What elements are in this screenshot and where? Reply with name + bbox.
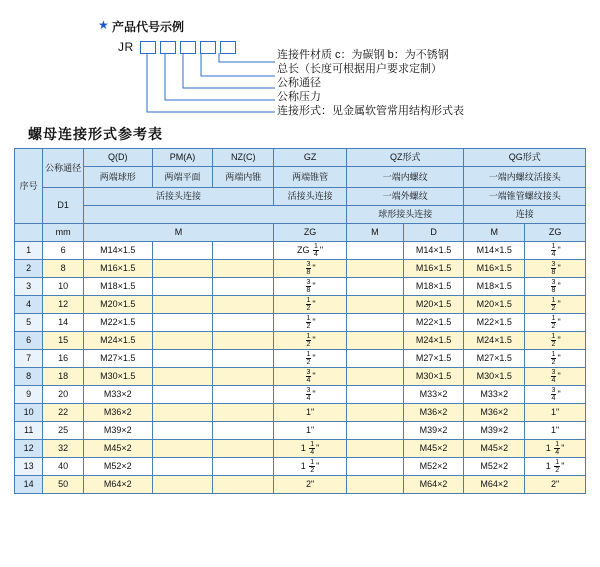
th-group-desc-qg-b: 一端锥管螺纹接头 — [464, 188, 586, 206]
header-row-units — [15, 224, 586, 242]
header-row-desc2 — [15, 188, 586, 206]
cell-dn: 10 — [43, 278, 83, 296]
legend-note: 连接件材质 c：为碳钢 b：为不锈钢 — [277, 49, 449, 61]
cell-nz — [213, 476, 274, 494]
th-group-desc-qg-a: 一端内螺纹活接头 — [464, 167, 586, 188]
cell-gz: $\frac{1}{2}$ " — [274, 314, 347, 332]
th-group-code-gz: GZ — [274, 149, 347, 167]
th-thread-zg2: ZG — [525, 224, 586, 242]
cell-qg-m: M45×2 — [464, 440, 525, 458]
cell-qz-d: M14×1.5 — [403, 242, 464, 260]
th-conn-qz: 球形接头连接 — [347, 206, 464, 224]
cell-qz-d: M18×1.5 — [403, 278, 464, 296]
th-group-desc-gz: 两端锥管 — [274, 167, 347, 188]
cell-dn: 15 — [43, 332, 83, 350]
th-group-desc-pm: 两端平面 — [152, 167, 213, 188]
cell-gz: $\frac{1}{2}$ " — [274, 350, 347, 368]
table-head — [15, 149, 586, 242]
cell-pm — [152, 350, 213, 368]
table-body — [15, 242, 586, 494]
cell-qz-d: M33×2 — [403, 386, 464, 404]
cell-qg-m: M18×1.5 — [464, 278, 525, 296]
cell-dn: 20 — [43, 386, 83, 404]
cell-gz: $\frac{3}{4}$ " — [274, 386, 347, 404]
cell-index: 10 — [15, 404, 43, 422]
cell-index: 8 — [15, 368, 43, 386]
cell-q: M22×1.5 — [83, 314, 152, 332]
cell-pm — [152, 458, 213, 476]
th-thread-d: D — [403, 224, 464, 242]
cell-qg-m: M27×1.5 — [464, 350, 525, 368]
nut-connection-table — [14, 148, 586, 494]
table-row — [15, 314, 586, 332]
cell-q: M36×2 — [83, 404, 152, 422]
cell-qg-zg: $\frac{1}{2}$ " — [525, 314, 586, 332]
cell-qz-d: M27×1.5 — [403, 350, 464, 368]
cell-index: 5 — [15, 314, 43, 332]
cell-index: 9 — [15, 386, 43, 404]
cell-qg-zg: $\frac{1}{2}$ " — [525, 296, 586, 314]
cell-dn: 12 — [43, 296, 83, 314]
legend-note: 公称压力 — [277, 91, 321, 103]
cell-nz — [213, 350, 274, 368]
th-group-desc-qz-b: 一端外螺纹 — [347, 188, 464, 206]
cell-qz-m — [347, 440, 404, 458]
table-row — [15, 476, 586, 494]
header-row-desc1 — [15, 167, 586, 188]
cell-nz — [213, 332, 274, 350]
cell-gz: $\frac{1}{2}$ " — [274, 296, 347, 314]
cell-nz — [213, 422, 274, 440]
cell-index: 6 — [15, 332, 43, 350]
code-box — [220, 41, 236, 54]
star-icon: ★ — [98, 18, 109, 32]
table-row — [15, 332, 586, 350]
table-row — [15, 440, 586, 458]
cell-index: 11 — [15, 422, 43, 440]
cell-qz-m — [347, 260, 404, 278]
cell-qz-m — [347, 296, 404, 314]
cell-q: M33×2 — [83, 386, 152, 404]
cell-dn: 8 — [43, 260, 83, 278]
cell-qg-m: M14×1.5 — [464, 242, 525, 260]
th-index: 序号 — [15, 149, 43, 224]
legend-title: 产品代号示例 — [112, 20, 185, 34]
code-box — [140, 41, 156, 54]
cell-nz — [213, 260, 274, 278]
th-conn-gz: 活接头连接 — [274, 188, 347, 206]
cell-qg-m: M52×2 — [464, 458, 525, 476]
cell-qg-m: M33×2 — [464, 386, 525, 404]
legend-notes — [277, 48, 464, 118]
cell-nz — [213, 440, 274, 458]
cell-nz — [213, 386, 274, 404]
cell-qg-zg: 1 $\frac{1}{4}$ " — [525, 440, 586, 458]
cell-qg-zg: $\frac{1}{4}$ " — [525, 242, 586, 260]
th-thread-m2: M — [347, 224, 404, 242]
cell-gz: 1" — [274, 422, 347, 440]
cell-index: 12 — [15, 440, 43, 458]
cell-dn: 40 — [43, 458, 83, 476]
cell-gz: 1 $\frac{1}{4}$ " — [274, 440, 347, 458]
th-group-code-pm: PM(A) — [152, 149, 213, 167]
cell-qg-m: M39×2 — [464, 422, 525, 440]
cell-pm — [152, 404, 213, 422]
cell-qg-zg: 2" — [525, 476, 586, 494]
cell-qz-m — [347, 242, 404, 260]
cell-index: 2 — [15, 260, 43, 278]
cell-pm — [152, 476, 213, 494]
cell-qg-zg: 1 $\frac{1}{2}$ " — [525, 458, 586, 476]
cell-gz: $\frac{3}{4}$ " — [274, 368, 347, 386]
cell-pm — [152, 242, 213, 260]
cell-nz — [213, 404, 274, 422]
cell-qz-d: M45×2 — [403, 440, 464, 458]
th-group-code-qz: QZ形式 — [347, 149, 464, 167]
cell-qz-m — [347, 404, 404, 422]
cell-pm — [152, 386, 213, 404]
cell-pm — [152, 368, 213, 386]
code-boxes — [140, 41, 236, 54]
header-row-desc3 — [15, 206, 586, 224]
cell-dn: 16 — [43, 350, 83, 368]
cell-index: 14 — [15, 476, 43, 494]
cell-q: M16×1.5 — [83, 260, 152, 278]
cell-gz: 2" — [274, 476, 347, 494]
cell-index: 13 — [15, 458, 43, 476]
cell-q: M20×1.5 — [83, 296, 152, 314]
cell-q: M14×1.5 — [83, 242, 152, 260]
cell-gz: ZG $\frac{1}{4}$ " — [274, 242, 347, 260]
cell-dn: 50 — [43, 476, 83, 494]
cell-qz-m — [347, 332, 404, 350]
table-row — [15, 368, 586, 386]
cell-qg-zg: $\frac{1}{2}$ " — [525, 350, 586, 368]
th-group-desc-nz: 两端内锥 — [213, 167, 274, 188]
cell-pm — [152, 332, 213, 350]
cell-pm — [152, 260, 213, 278]
cell-index: 3 — [15, 278, 43, 296]
cell-qz-d: M52×2 — [403, 458, 464, 476]
table-row — [15, 422, 586, 440]
cell-dn: 6 — [43, 242, 83, 260]
cell-qg-m: M20×1.5 — [464, 296, 525, 314]
cell-qz-d: M22×1.5 — [403, 314, 464, 332]
cell-index: 1 — [15, 242, 43, 260]
th-spacer — [83, 206, 346, 224]
cell-dn: 14 — [43, 314, 83, 332]
cell-qz-m — [347, 314, 404, 332]
cell-qg-m: M22×1.5 — [464, 314, 525, 332]
cell-dn: 32 — [43, 440, 83, 458]
cell-q: M18×1.5 — [83, 278, 152, 296]
cell-pm — [152, 440, 213, 458]
cell-qz-d: M16×1.5 — [403, 260, 464, 278]
code-box — [180, 41, 196, 54]
cell-q: M24×1.5 — [83, 332, 152, 350]
cell-q: M27×1.5 — [83, 350, 152, 368]
cell-q: M64×2 — [83, 476, 152, 494]
cell-qz-d: M24×1.5 — [403, 332, 464, 350]
cell-q: M39×2 — [83, 422, 152, 440]
cell-qg-zg: 1" — [525, 422, 586, 440]
cell-qz-d: M36×2 — [403, 404, 464, 422]
cell-qz-m — [347, 476, 404, 494]
cell-qg-m: M24×1.5 — [464, 332, 525, 350]
cell-pm — [152, 314, 213, 332]
cell-index: 7 — [15, 350, 43, 368]
cell-nz — [213, 368, 274, 386]
cell-qz-m — [347, 386, 404, 404]
th-conn-qg: 连接 — [464, 206, 586, 224]
cell-qz-d: M20×1.5 — [403, 296, 464, 314]
cell-qg-zg: $\frac{3}{4}$ " — [525, 368, 586, 386]
legend-note: 连接形式：见金属软管常用结构形式表 — [277, 105, 464, 117]
th-group-code-nz: NZ(C) — [213, 149, 274, 167]
th-group-code-qg: QG形式 — [464, 149, 586, 167]
code-box — [200, 41, 216, 54]
th-thread-m1: M — [83, 224, 273, 242]
th-group-desc-q: 两端球形 — [83, 167, 152, 188]
table-row — [15, 458, 586, 476]
cell-qg-m: M64×2 — [464, 476, 525, 494]
cell-dn: 22 — [43, 404, 83, 422]
cell-qz-d: M39×2 — [403, 422, 464, 440]
cell-gz: 1 $\frac{1}{2}$ " — [274, 458, 347, 476]
th-unit-blank — [15, 224, 43, 242]
cell-index: 4 — [15, 296, 43, 314]
cell-qz-m — [347, 278, 404, 296]
cell-gz: 1" — [274, 404, 347, 422]
table — [14, 148, 586, 494]
cell-qg-m: M16×1.5 — [464, 260, 525, 278]
table-row — [15, 260, 586, 278]
cell-pm — [152, 296, 213, 314]
th-group-code-q: Q(D) — [83, 149, 152, 167]
th-dn: 公称通径 — [43, 149, 83, 188]
cell-qz-m — [347, 458, 404, 476]
cell-nz — [213, 278, 274, 296]
th-group-desc-qz-a: 一端内螺纹 — [347, 167, 464, 188]
cell-qg-zg: $\frac{3}{8}$ " — [525, 260, 586, 278]
table-heading: 螺母连接形式参考表 — [28, 126, 163, 142]
table-row — [15, 278, 586, 296]
cell-dn: 25 — [43, 422, 83, 440]
th-thread-m3: M — [464, 224, 525, 242]
cell-gz: $\frac{3}{8}$ " — [274, 260, 347, 278]
cell-gz: $\frac{1}{2}$ " — [274, 332, 347, 350]
cell-pm — [152, 278, 213, 296]
cell-qg-m: M36×2 — [464, 404, 525, 422]
cell-qg-zg: $\frac{3}{4}$ " — [525, 386, 586, 404]
th-thread-zg1: ZG — [274, 224, 347, 242]
cell-nz — [213, 242, 274, 260]
cell-qg-zg: $\frac{1}{2}$ " — [525, 332, 586, 350]
table-row — [15, 296, 586, 314]
code-prefix-label: JR — [118, 40, 134, 54]
th-conn-a: 活接头连接 — [83, 188, 273, 206]
cell-qg-m: M30×1.5 — [464, 368, 525, 386]
cell-qz-d: M30×1.5 — [403, 368, 464, 386]
cell-pm — [152, 422, 213, 440]
table-row — [15, 242, 586, 260]
cell-qz-m — [347, 368, 404, 386]
cell-qz-d: M64×2 — [403, 476, 464, 494]
legend-note: 公称通径 — [277, 77, 321, 89]
th-dn-code: D1 — [43, 188, 83, 224]
cell-nz — [213, 458, 274, 476]
cell-q: M52×2 — [83, 458, 152, 476]
cell-qz-m — [347, 350, 404, 368]
legend-note: 总长（长度可根据用户要求定制） — [277, 63, 442, 75]
cell-nz — [213, 314, 274, 332]
product-code-legend — [0, 0, 600, 128]
th-unit-mm: mm — [43, 224, 83, 242]
table-row — [15, 350, 586, 368]
table-row — [15, 404, 586, 422]
cell-qg-zg: $\frac{3}{8}$ " — [525, 278, 586, 296]
cell-dn: 18 — [43, 368, 83, 386]
cell-q: M30×1.5 — [83, 368, 152, 386]
cell-qg-zg: 1" — [525, 404, 586, 422]
cell-qz-m — [347, 422, 404, 440]
header-row-codes — [15, 149, 586, 167]
cell-q: M45×2 — [83, 440, 152, 458]
cell-gz: $\frac{3}{8}$ " — [274, 278, 347, 296]
table-row — [15, 386, 586, 404]
cell-nz — [213, 296, 274, 314]
code-box — [160, 41, 176, 54]
